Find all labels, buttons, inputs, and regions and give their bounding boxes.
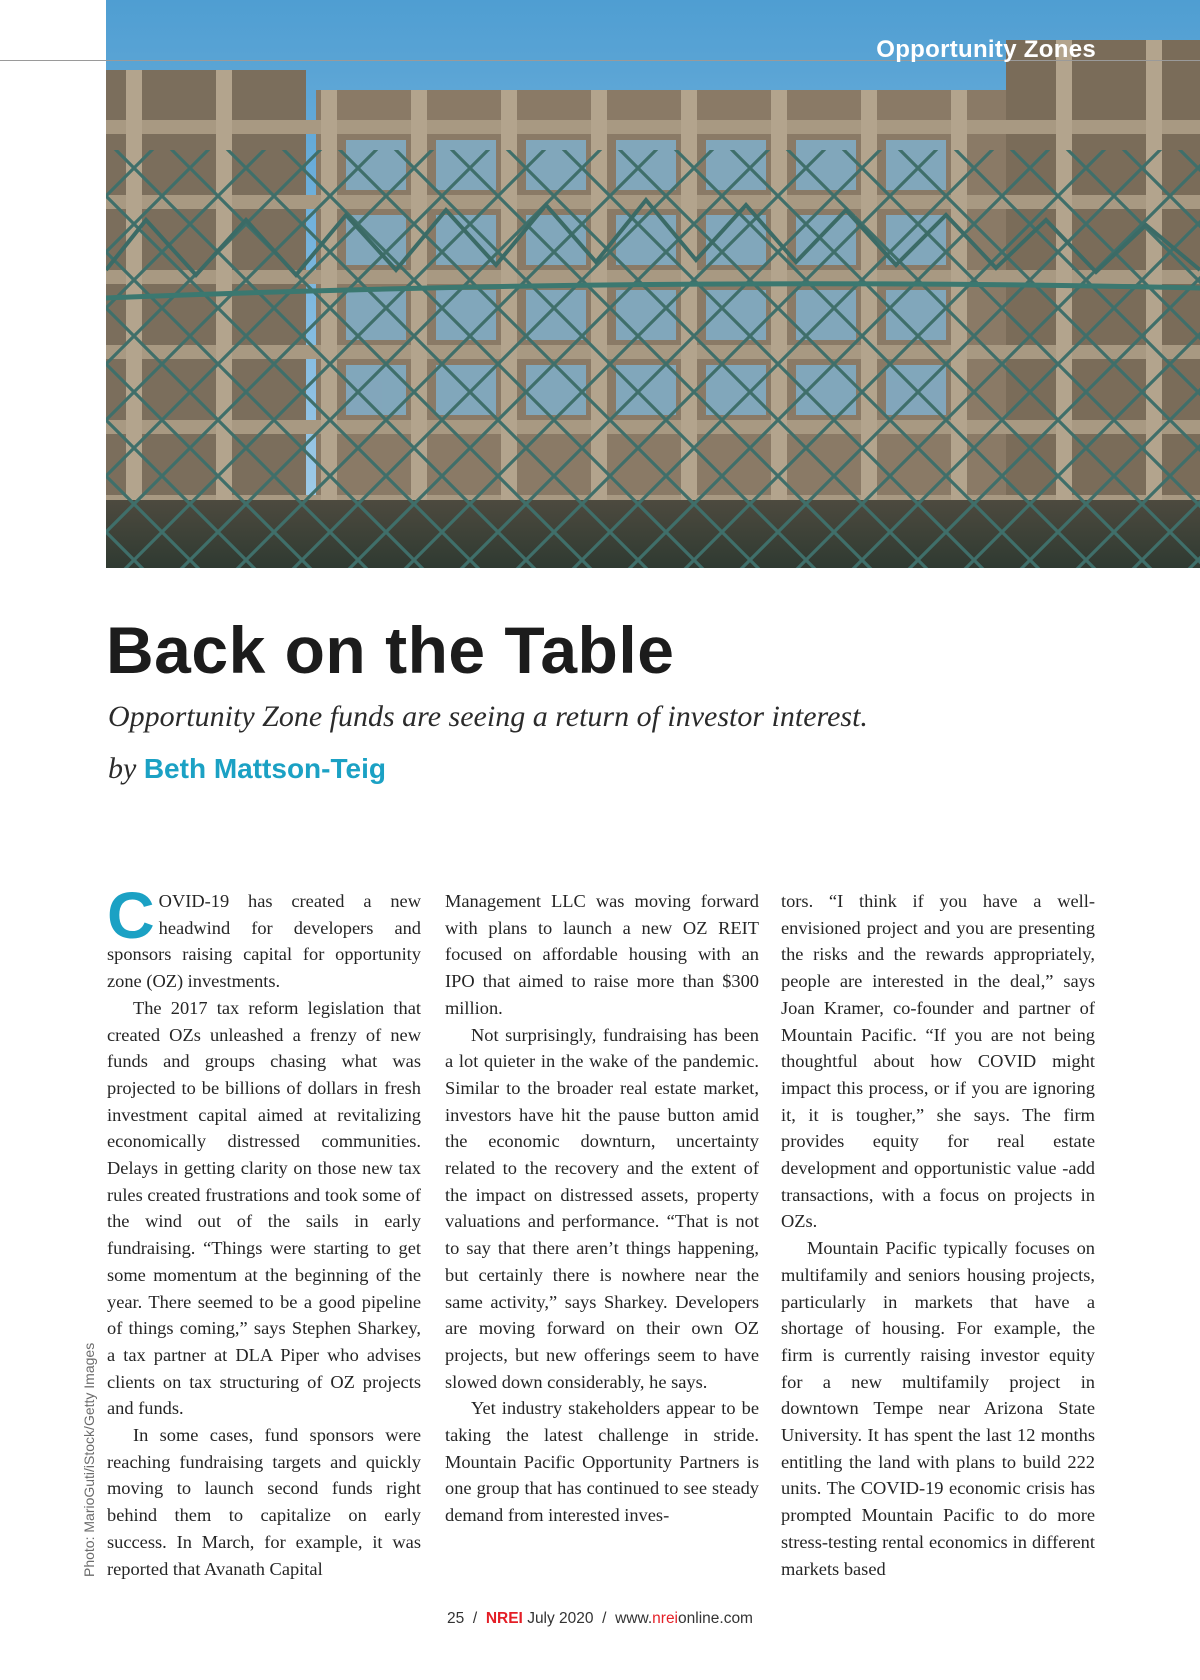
website-suffix: online.com [678, 1610, 753, 1627]
drop-cap: C [107, 878, 155, 952]
website-prefix: www. [615, 1610, 653, 1627]
article-deck: Opportunity Zone funds are seeing a return of investor interest. [108, 700, 868, 733]
article-paragraph: Mountain Pacific typically focuses on multifamily and seniors housing projects, particularly in markets that have a shortage of housing. For example, the firm is currently raising investor equity for a new multifamily project in downtown Tempe near Arizona State University. It has spent the last 12 months entitling the land with plans to build 222 units. The COVID-19 economic crisis has prompted Mountain Pacific to do more stress-testing rental economics in different markets based [781, 1238, 1095, 1579]
photo-credit: Photo: MarioGuti/iStock/Getty Images [81, 1342, 97, 1577]
article-column-3 [781, 888, 1095, 1582]
website-brand: nrei [652, 1610, 679, 1627]
article-paragraph: The 2017 tax reform legislation that created OZs unleashed a frenzy of new funds and groups chasing what was projected to be billions of dollars in fresh investment capital aimed at revitalizing economically distressed communities. Delays in getting clarity on those new tax rules created frustrations and took some of the wind out of the sails in early fundraising. “Things were starting to get some momentum at the beginning of the year. There seemed to be a good pipeline of things coming,” says Stephen Sharkey, a tax partner at DLA Piper who advises clients on tax structuring of OZ projects and funds. [107, 997, 421, 1419]
footer-separator: / [602, 1610, 607, 1627]
article-column-1 [107, 878, 421, 1582]
website-link[interactable] [615, 1610, 753, 1627]
article-column-2 [445, 888, 759, 1529]
article-paragraph: In some cases, fund sponsors were reaching fundraising targets and quickly moving to launch second funds right behind them to capitalize on early success. In March, for example, it was reported that Avanath Capital [107, 1425, 421, 1579]
article-headline: Back on the Table [106, 613, 675, 687]
page-number: 25 [447, 1610, 465, 1627]
article-paragraph: Not surprisingly, fundraising has been a lot quieter in the wake of the pandemic. Similar to the broader real estate market, investors have hit the pause button amid the economic downturn, uncertainty related to the recovery and the extent of the impact on distressed assets, property valuations and performance. “That is not to say that there aren’t things happening, but certainly there is nowhere near the same activity,” says Sharkey. Developers are moving forward on their own OZ projects, but new offerings seem to have slowed down considerably, he says. [445, 1024, 759, 1392]
footer-separator: / [472, 1610, 478, 1627]
byline [108, 752, 386, 786]
issue-date: July 2020 [527, 1610, 594, 1627]
article-paragraph: Yet industry stakeholders appear to be taking the latest challenge in stride. Mountain Pacific Opportunity Partners is one group that has continued to see steady demand from interested inves- [445, 1398, 759, 1526]
magazine-brand: NREI [485, 1610, 523, 1627]
article-paragraph: tors. “I think if you have a well-envisioned project and you are presenting the risks and the rewards appropriately, people are interested in the deal,” says Joan Kramer, co-founder and partner of Mountain Pacific. “If you are not being thoughtful about how COVID might impact this process, or if you are ignoring it, it is tougher,” she says. The firm provides equity for real estate development and opportunistic value -add transactions, with a focus on projects in OZs. [781, 891, 1095, 1232]
page-footer [0, 1610, 1200, 1628]
paragraph-text: OVID-19 has created a new headwind for developers and sponsors raising capital for opportunity zone (OZ) investments. [107, 891, 421, 992]
hero-photo [106, 0, 1200, 568]
hero-photo-illustration [106, 0, 1200, 568]
byline-prefix: by [108, 752, 137, 785]
article-paragraph [107, 878, 421, 995]
section-label: Opportunity Zones [876, 36, 1096, 63]
author-name[interactable]: Beth Mattson-Teig [143, 753, 386, 784]
article-paragraph: Management LLC was moving forward with plans to launch a new OZ REIT focused on affordable housing with an IPO that aimed to raise more than $300 million. [445, 891, 759, 1018]
